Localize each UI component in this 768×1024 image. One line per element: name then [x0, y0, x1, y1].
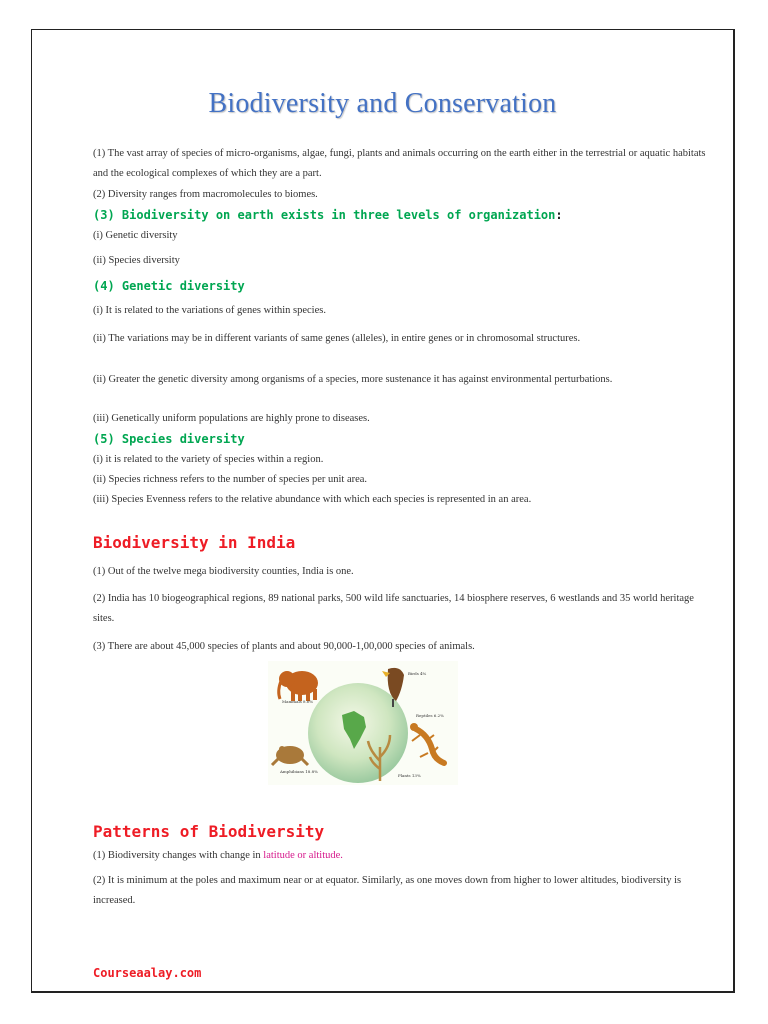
biodiversity-figure	[268, 661, 458, 785]
india-heading: Biodiversity in India	[93, 533, 296, 552]
species-item: (ii) Species richness refers to the number of species per unit area.	[93, 474, 368, 485]
label-reptiles: Reptiles 6.2%	[416, 713, 444, 718]
india-item: (3) There are about 45,000 species of plants and about 90,000-1,00,000 species of animals.	[93, 641, 475, 652]
species-item: (iii) Species Evenness refers to the relative abundance with which each species is represented in an area.	[93, 494, 532, 505]
levels-item: (i) Genetic diversity	[93, 230, 178, 241]
species-heading: (5) Species diversity	[93, 432, 245, 446]
genetic-item: (ii) The variations may be in different variants of same genes (alleles), in entire genes or in chromosomal structures.	[93, 333, 581, 344]
levels-heading	[93, 208, 563, 222]
genetic-item: (i) It is related to the variations of genes within species.	[93, 305, 326, 316]
label-amphibians: Amphibians 18.8%	[280, 769, 318, 774]
label-mammals: Mammals 8.6%	[282, 699, 314, 704]
patterns-item-text: (1) Biodiversity changes with change in	[93, 850, 264, 861]
intro-paragraph-1: (1) The vast array of species of micro-organisms, algae, fungi, plants and animals occurring on the earth either in the terrestrial or aquatic habitats and the ecological complexes of which they are a part.	[93, 148, 706, 179]
highlight-latitude-altitude: latitude or altitude.	[263, 850, 343, 861]
page-title: Biodiversity and Conservation	[208, 88, 557, 119]
genetic-item: (ii) Greater the genetic diversity among organisms of a species, more sustenance it has against environmental perturbations.	[93, 374, 613, 385]
patterns-item	[93, 846, 708, 866]
document-page	[31, 29, 735, 993]
label-birds: Birds 4%	[408, 671, 427, 676]
genetic-item: (iii) Genetically uniform populations are highly prone to diseases.	[93, 413, 370, 424]
patterns-heading: Patterns of Biodiversity	[93, 822, 325, 841]
footer-site-name: Courseaalay.com	[93, 966, 202, 980]
intro-paragraph-2: (2) Diversity ranges from macromolecules to biomes.	[93, 189, 318, 200]
species-item: (i) it is related to the variety of species within a region.	[93, 454, 324, 465]
genetic-heading: (4) Genetic diversity	[93, 279, 245, 293]
levels-item: (ii) Species diversity	[93, 255, 180, 266]
label-plants: Plants 13%	[398, 773, 421, 778]
levels-heading-text: (3) Biodiversity on earth exists in three levels of organization	[93, 208, 556, 222]
patterns-item: (2) It is minimum at the poles and maximum near or at equator. Similarly, as one moves down from higher to lower altitudes, biodiversity is increased.	[93, 875, 682, 906]
india-item: (1) Out of the twelve mega biodiversity counties, India is one.	[93, 566, 354, 577]
levels-heading-colon: :	[555, 208, 563, 222]
india-item: (2) India has 10 biogeographical regions, 89 national parks, 500 wild life sanctuaries, 14 biosphere reserves, 6 westlands and 35 world heritage sites.	[93, 593, 694, 624]
